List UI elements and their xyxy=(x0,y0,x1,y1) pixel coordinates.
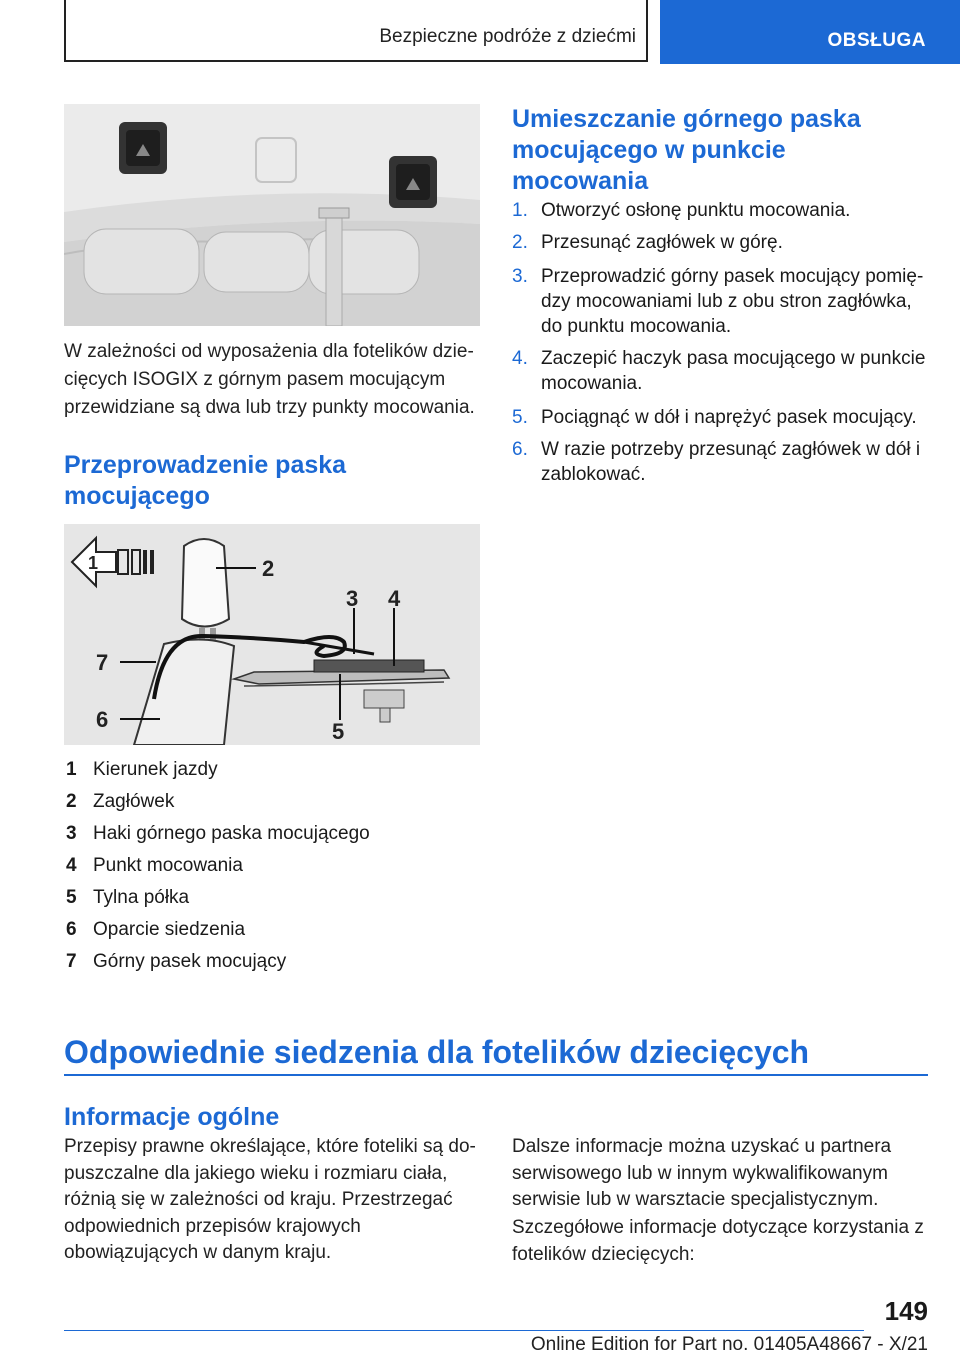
general-info-right-1: Dalsze informacje można uzyskać u partnera serwisowego lub w innym wykwalifikowanym serwisie lub w warsztacie specjalistycznym. xyxy=(512,1136,892,1210)
step-item xyxy=(512,230,932,255)
step-item xyxy=(512,437,932,487)
section-tab xyxy=(660,0,960,64)
legend-item xyxy=(66,788,174,816)
legend-number: 1 xyxy=(66,759,77,780)
subheading-general: Informacje ogólne xyxy=(64,1103,280,1131)
legend-number: 7 xyxy=(66,951,77,972)
step-number: 1. xyxy=(512,200,528,221)
legend-number: 6 xyxy=(66,919,77,940)
general-info-right-2: Szczegółowe informacje dotyczące korzystania z fotelików dziecięcych: xyxy=(512,1217,924,1265)
diagram-label-7: 7 xyxy=(96,650,109,675)
section-title-routing: Przeprowadzenie paska mocującego xyxy=(64,451,347,510)
step-number: 3. xyxy=(512,266,528,287)
legend-text: Punkt mocowania xyxy=(93,855,243,876)
section-tab-label: OBSŁUGA xyxy=(827,30,926,51)
main-heading: Odpowiednie siedzenia dla fotelików dziecięcych xyxy=(64,1034,810,1070)
step-text: Pociągnąć w dół i naprężyć pasek mocujący. xyxy=(541,407,917,428)
legend-text: Tylna półka xyxy=(93,887,190,908)
step-item xyxy=(512,198,932,223)
step-item xyxy=(512,264,932,339)
step-item xyxy=(512,405,932,430)
step-number: 2. xyxy=(512,232,528,253)
step-text: Przesunąć zagłówek w górę. xyxy=(541,232,783,253)
legend-item xyxy=(66,948,286,976)
legend-item xyxy=(66,852,243,880)
legend-number: 5 xyxy=(66,887,77,908)
legend-text: Oparcie siedzenia xyxy=(93,919,246,940)
diagram-label-6: 6 xyxy=(96,707,109,732)
step-text: Zaczepić haczyk pasa mocującego w punkcie mocowania. xyxy=(541,348,926,394)
rear-shelf-photo xyxy=(64,104,480,326)
legend-item xyxy=(66,756,218,784)
legend-item xyxy=(66,884,189,912)
legend-item xyxy=(66,916,245,944)
step-text: W razie potrzeby przesunąć zagłówek w dół i zablokować. xyxy=(541,439,921,485)
step-number: 6. xyxy=(512,439,528,460)
general-info-left: Przepisy prawne określające, które foteliki są dopuszczalne dla jakiego wieku i rozmiaru ciała, różnią się w zależności od kraju. Przestrzegać odpowiednich przepisów krajowych obowiązujących w danym kraju. xyxy=(64,1136,476,1263)
diagram-label-3: 3 xyxy=(346,586,359,611)
section-title-placement: Umieszczanie górnego paska mocującego w punkcie mocowania xyxy=(512,105,861,195)
legend-number: 2 xyxy=(66,791,77,812)
diagram-label-5: 5 xyxy=(332,719,345,744)
diagram-label-2: 2 xyxy=(262,556,275,581)
chapter-title: Bezpieczne podróże z dziećmi xyxy=(379,26,636,47)
tether-routing-diagram xyxy=(64,524,480,745)
legend-number: 3 xyxy=(66,823,77,844)
legend-text: Górny pasek mocujący xyxy=(93,951,287,972)
heading-rule xyxy=(64,1074,928,1076)
legend-text: Zagłówek xyxy=(93,791,175,812)
step-number: 4. xyxy=(512,348,528,369)
footer-rule xyxy=(64,1330,864,1331)
legend-item xyxy=(66,820,370,848)
step-item xyxy=(512,346,932,396)
step-number: 5. xyxy=(512,407,528,428)
edition-footer: Online Edition for Part no. 01405A48667 - X/21 xyxy=(530,1334,928,1355)
page-number: 149 xyxy=(884,1296,928,1326)
intro-paragraph: W zależności od wyposażenia dla fotelików dziecięcych ISOGIX z górnym pasem mocującym przewidziane są dwa lub trzy punkty mocowania. xyxy=(64,341,475,418)
step-text: Przeprowadzić górny pasek mocujący pomiędzy mocowaniami lub z obu stron zagłówka, do punktu mocowania. xyxy=(541,266,924,337)
legend-text: Kierunek jazdy xyxy=(93,759,218,780)
legend-number: 4 xyxy=(66,855,77,876)
step-text: Otworzyć osłonę punktu mocowania. xyxy=(541,200,851,221)
legend-text: Haki górnego paska mocującego xyxy=(93,823,370,844)
diagram-label-4: 4 xyxy=(388,586,401,611)
diagram-label-1: 1 xyxy=(88,553,99,573)
